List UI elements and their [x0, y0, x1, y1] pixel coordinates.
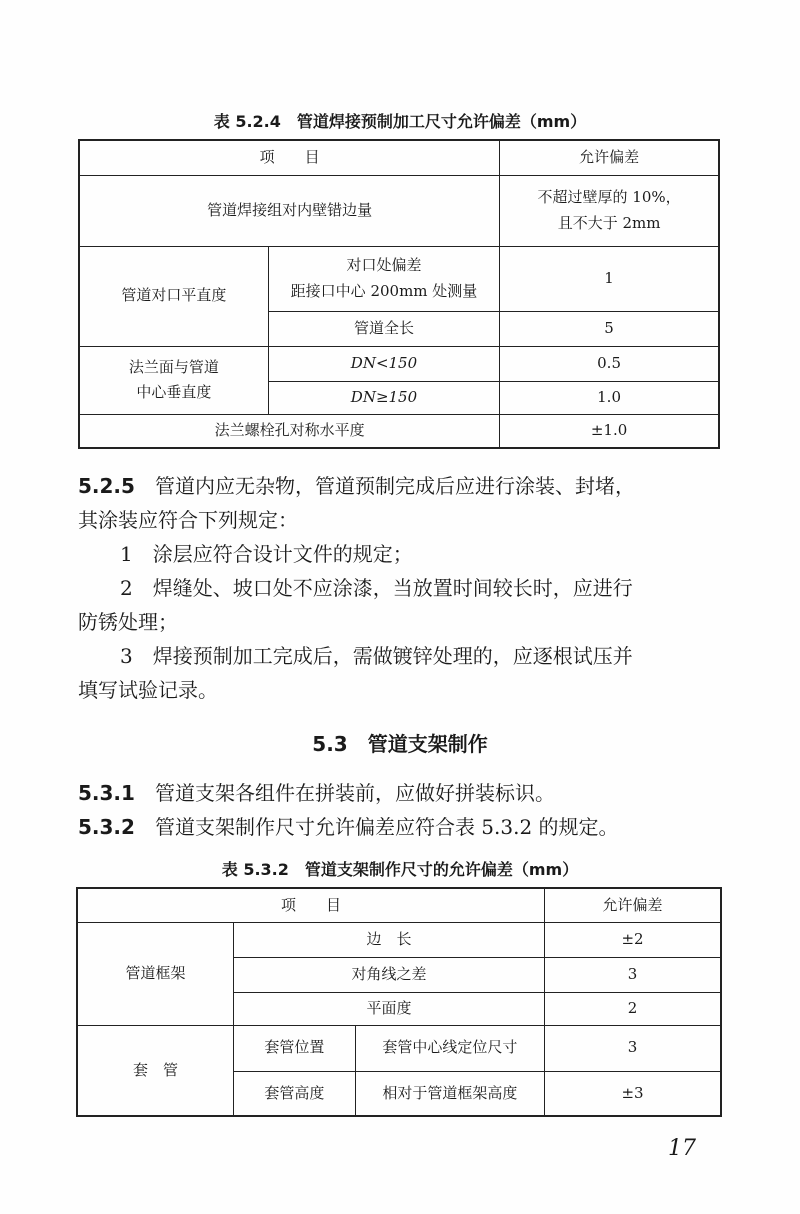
clause-text: 管道支架制作尺寸允许偏差应符合表 5.3.2 的规定。 — [154, 815, 619, 839]
cell: 管道全长 — [268, 311, 499, 346]
cell: ±3 — [545, 1071, 721, 1116]
clause-text: 其涂装应符合下列规定： — [78, 508, 298, 532]
cell: ±1.0 — [500, 414, 719, 448]
table-caption: 表 5.3.2 管道支架制作尺寸的允许偏差（mm） — [221, 860, 579, 879]
cell: 套管位置 — [234, 1025, 356, 1071]
cell: 法兰螺栓孔对称水平度 — [79, 414, 500, 448]
cell: 对角线之差 — [234, 957, 545, 992]
cell: 0.5 — [500, 346, 719, 381]
cell: 套管中心线定位尺寸 — [355, 1025, 544, 1071]
clause-text: 管道内应无杂物，管道预制完成后应进行涂装、封堵， — [154, 474, 635, 498]
header-tol: 允许偏差 — [500, 140, 719, 175]
text: 对口处偏差 — [346, 256, 422, 274]
cell: 管道焊接组对内壁错边量 — [79, 175, 500, 246]
list-item: 2 焊缝处、坡口处不应涂漆，当放置时间较长时，应进行 — [120, 576, 633, 600]
cell: 管道框架 — [77, 922, 234, 1025]
text: 距接口中心 200mm 处测量 — [290, 281, 478, 300]
cell: 1.0 — [500, 381, 719, 414]
text: DN<150 — [350, 353, 418, 372]
text: 中心垂直度 — [136, 383, 212, 401]
text: 且不大于 2mm — [557, 213, 661, 232]
tolerance-table-5-3-2 — [76, 887, 722, 1117]
cell: 3 — [545, 1025, 721, 1071]
text: 不超过壁厚的 10%， — [537, 188, 681, 206]
cell: 套管高度 — [234, 1071, 356, 1116]
section-heading: 5.3 管道支架制作 — [312, 732, 488, 756]
cell: 管道对口平直度 — [79, 246, 268, 346]
cell — [79, 346, 268, 414]
cell: 相对于管道框架高度 — [355, 1071, 544, 1116]
clause-number: 5.3.1 — [78, 781, 135, 805]
header-item: 项 目 — [77, 888, 545, 922]
list-item: 1 涂层应符合设计文件的规定； — [120, 542, 413, 566]
header-item: 项 目 — [79, 140, 500, 175]
header-tol: 允许偏差 — [545, 888, 721, 922]
clause-number: 5.2.5 — [78, 474, 135, 498]
text: 法兰面与管道 — [128, 357, 219, 376]
cell — [268, 346, 499, 381]
clause-text: 管道支架各组件在拼装前，应做好拼装标识。 — [154, 781, 555, 805]
clause-number: 5.3.2 — [78, 815, 135, 839]
list-item: 3 焊接预制加工完成后，需做镀锌处理的，应逐根试压并 — [120, 644, 633, 668]
cell: 边 长 — [234, 922, 545, 957]
cell: 套 管 — [77, 1025, 234, 1116]
table-caption: 表 5.2.4 管道焊接预制加工尺寸允许偏差（mm） — [213, 112, 587, 131]
cell: ±2 — [545, 922, 721, 957]
page-number: 17 — [668, 1136, 696, 1161]
cell: 2 — [545, 992, 721, 1025]
list-item: 填写试验记录。 — [78, 678, 218, 702]
cell — [268, 381, 499, 414]
cell: 1 — [500, 246, 719, 311]
tolerance-table-5-2-4 — [78, 139, 720, 449]
list-item: 防锈处理； — [78, 610, 178, 634]
cell: 3 — [545, 957, 721, 992]
cell — [268, 246, 499, 311]
cell: 平面度 — [234, 992, 545, 1025]
cell: 5 — [500, 311, 719, 346]
cell — [500, 175, 719, 246]
text: DN≥150 — [350, 387, 418, 406]
